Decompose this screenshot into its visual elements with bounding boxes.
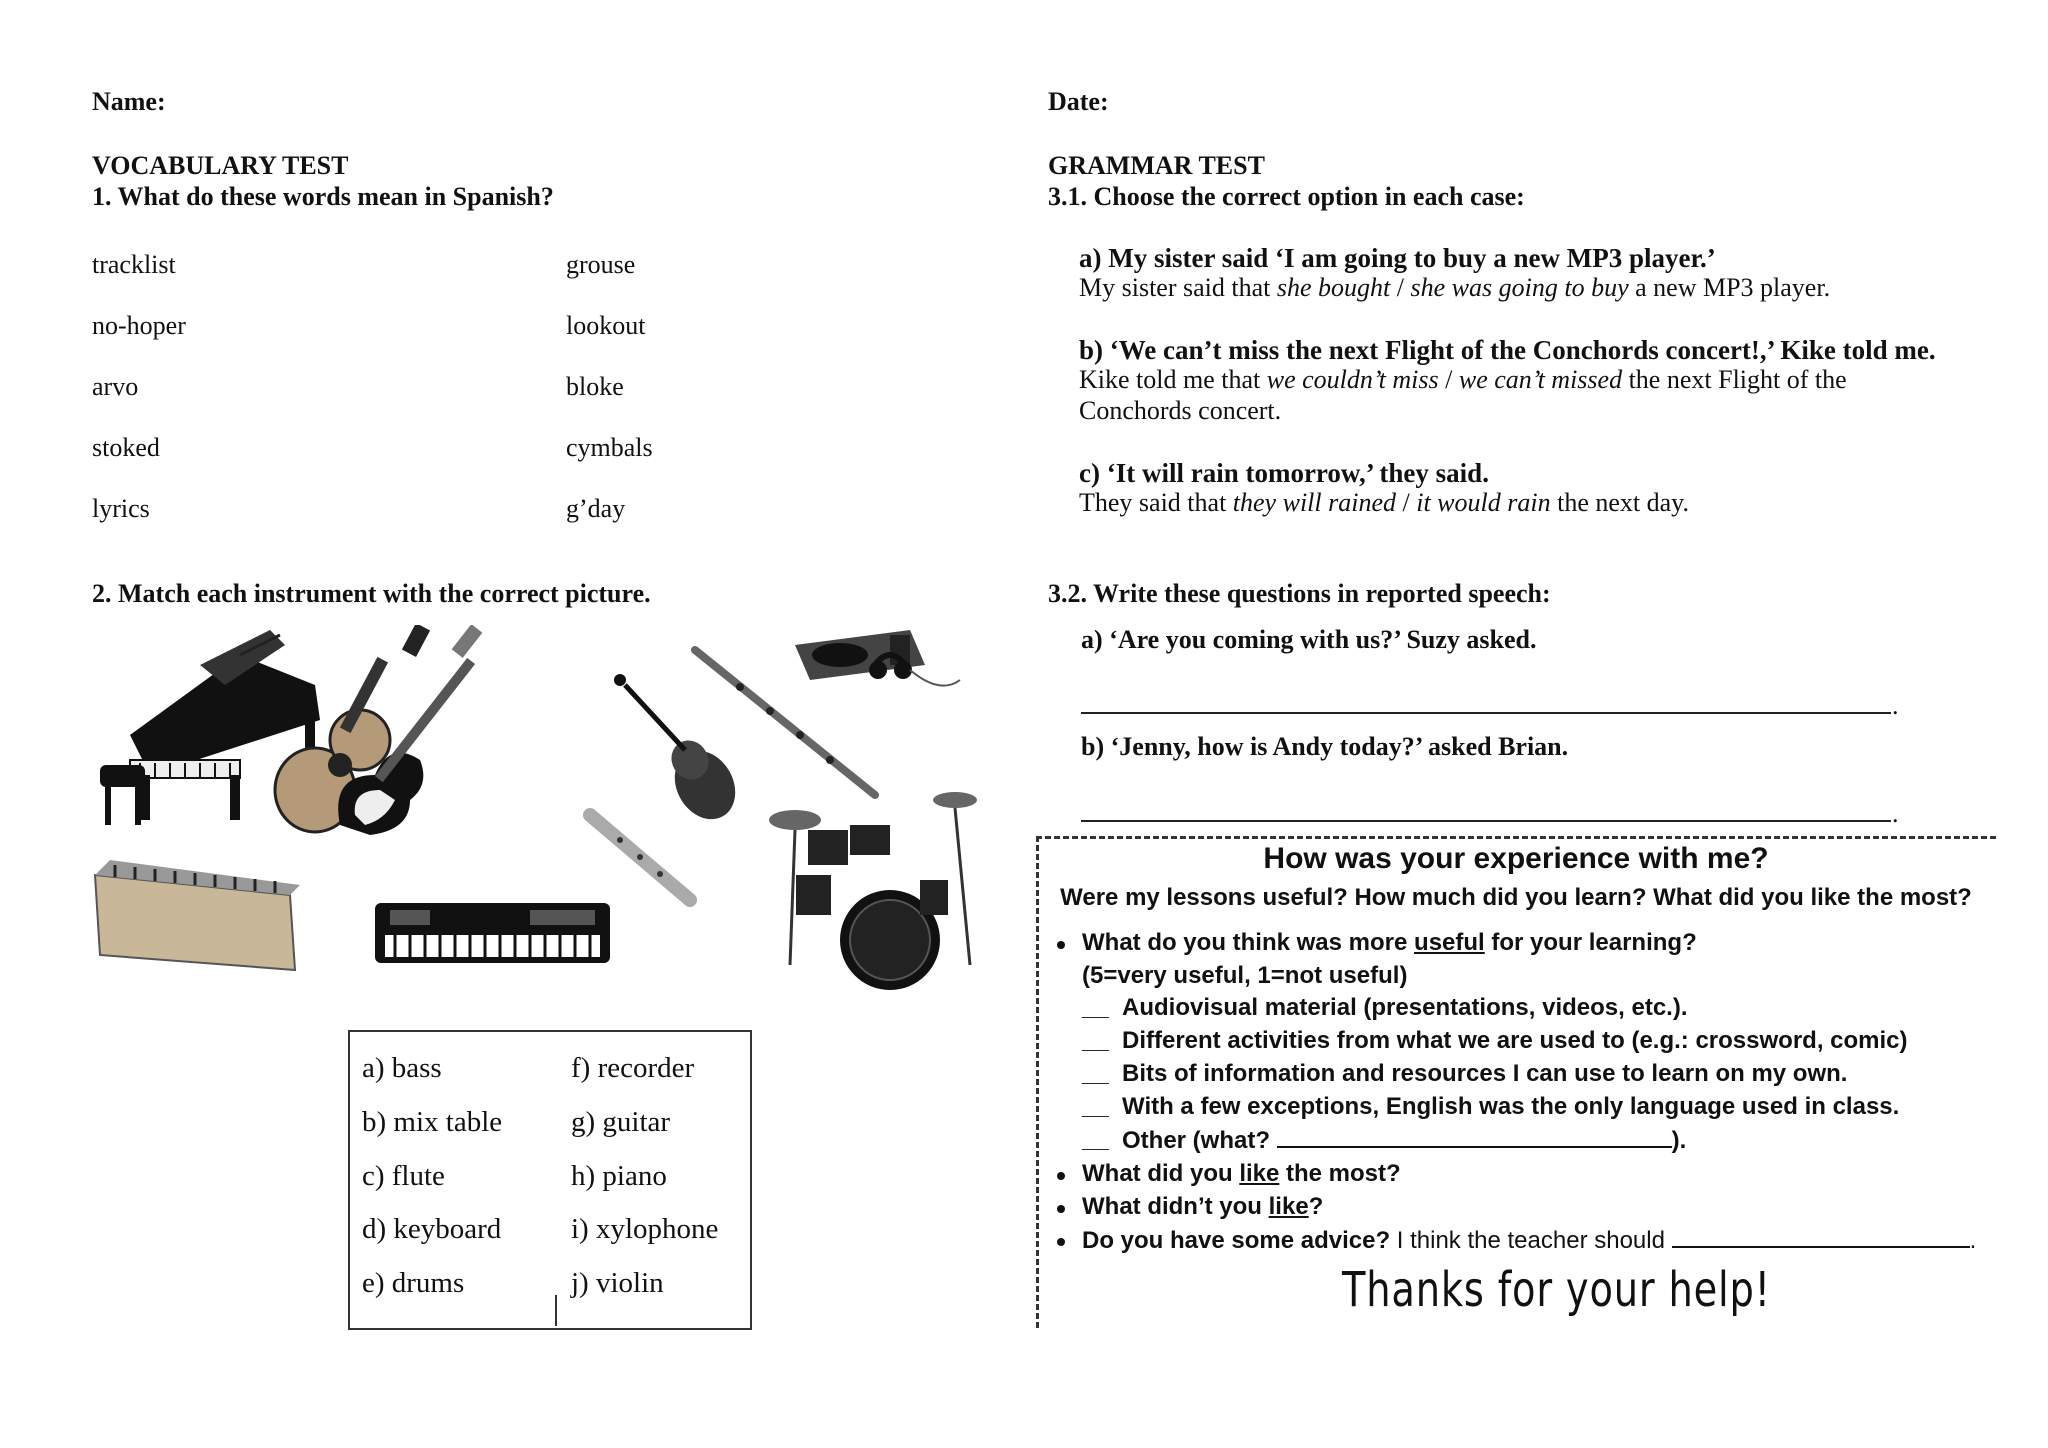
survey-question-2 xyxy=(1082,1160,1401,1188)
option-1[interactable]: she bought xyxy=(1276,273,1391,302)
option-1[interactable]: we couldn’t miss xyxy=(1266,365,1439,394)
grammar-title: GRAMMAR TEST xyxy=(1048,151,1265,180)
vocab-word: bloke xyxy=(566,372,624,401)
date-label: Date: xyxy=(1048,87,1109,116)
rating-item: Audiovisual material (presentations, videos, etc.). xyxy=(1122,994,1688,1021)
survey-text: What did you xyxy=(1082,1160,1240,1187)
survey-question-3 xyxy=(1082,1193,1323,1221)
survey-text: ). xyxy=(1671,1127,1687,1154)
match-option: c) flute xyxy=(362,1160,445,1192)
vocab-word: g’day xyxy=(566,494,626,523)
keyboard-image xyxy=(375,903,610,963)
drums-image xyxy=(769,792,977,990)
vocab-word: cymbals xyxy=(566,433,653,462)
bullet-icon xyxy=(1057,1172,1065,1180)
survey-question-4 xyxy=(1082,1226,1976,1255)
match-option: a) bass xyxy=(362,1052,442,1084)
answer-text: the next Flight of the xyxy=(1622,365,1847,394)
survey-text: . xyxy=(1969,1227,1977,1254)
survey-border-top xyxy=(1036,836,1996,839)
match-option: f) recorder xyxy=(571,1052,695,1084)
vocab-word: lyrics xyxy=(92,494,150,523)
bullet-icon xyxy=(1057,1238,1065,1246)
survey-scale: (5=very useful, 1=not useful) xyxy=(1082,962,1408,989)
survey-title: How was your experience with me? xyxy=(1263,842,1769,875)
rating-item: Different activities from what we are used to (e.g.: crossword, comic) xyxy=(1122,1027,1908,1054)
answer-text: the next day. xyxy=(1550,488,1689,517)
option-2[interactable]: it would rain xyxy=(1416,488,1551,517)
survey-question-1 xyxy=(1082,929,1697,957)
mix-table-image xyxy=(795,630,960,686)
vocab-question-1: 1. What do these words mean in Spanish? xyxy=(92,182,554,211)
answer-text: Kike told me that xyxy=(1079,365,1267,394)
survey-emphasis: like xyxy=(1268,1193,1309,1220)
item-b-prompt: b) ‘We can’t miss the next Flight of the Conchords concert!,’ Kike told me. xyxy=(1079,335,1936,365)
survey-text: Do you have some advice? xyxy=(1082,1227,1391,1254)
vocab-word: lookout xyxy=(566,311,646,340)
answer-text: a new MP3 player. xyxy=(1628,273,1831,302)
rating-blank[interactable]: __ xyxy=(1082,1027,1109,1054)
option-1[interactable]: they will rained xyxy=(1232,488,1396,517)
vocab-word: arvo xyxy=(92,372,139,401)
reported-question-b: b) ‘Jenny, how is Andy today?’ asked Brian. xyxy=(1081,732,1569,761)
match-option: e) drums xyxy=(362,1267,465,1299)
rating-blank[interactable]: __ xyxy=(1082,994,1109,1021)
match-option: h) piano xyxy=(571,1160,667,1192)
rating-item: With a few exceptions, English was the only language used in class. xyxy=(1122,1093,1900,1120)
rating-blank[interactable]: __ xyxy=(1082,1126,1109,1153)
vocab-word: grouse xyxy=(566,250,636,279)
vocab-title: VOCABULARY TEST xyxy=(92,151,349,180)
answer-line-a[interactable] xyxy=(1081,712,1891,714)
survey-text: the most? xyxy=(1279,1160,1401,1187)
answer-line-b[interactable] xyxy=(1081,820,1891,822)
survey-text: for your learning? xyxy=(1484,929,1697,956)
rating-item: Bits of information and resources I can use to learn on my own. xyxy=(1122,1060,1848,1087)
answer-line-period: . xyxy=(1892,691,1899,720)
survey-emphasis: useful xyxy=(1414,929,1485,956)
answer-text: My sister said that xyxy=(1079,273,1277,302)
option-separator: / xyxy=(1396,488,1417,517)
grammar-question-32: 3.2. Write these questions in reported speech: xyxy=(1048,579,1551,608)
vocab-question-2: 2. Match each instrument with the correct picture. xyxy=(92,579,651,608)
instruments-illustration xyxy=(90,625,1020,1020)
match-option: g) guitar xyxy=(571,1106,671,1138)
option-2[interactable]: we can’t missed xyxy=(1458,365,1623,394)
rating-item-other xyxy=(1122,1126,1686,1155)
option-separator: / xyxy=(1438,365,1459,394)
rating-blank[interactable]: __ xyxy=(1082,1093,1109,1120)
item-b-answer xyxy=(1079,364,1847,396)
match-option: j) violin xyxy=(571,1267,664,1299)
recorder-image xyxy=(590,815,690,900)
survey-text: ? xyxy=(1308,1193,1324,1220)
survey-text: What didn’t you xyxy=(1082,1193,1269,1220)
answer-line-period: . xyxy=(1892,799,1899,828)
other-blank[interactable] xyxy=(1277,1126,1672,1148)
item-b-answer-cont: Conchords concert. xyxy=(1079,396,1282,425)
match-option: b) mix table xyxy=(362,1106,503,1138)
match-box-divider xyxy=(555,1295,557,1326)
reported-question-a: a) ‘Are you coming with us?’ Suzy asked. xyxy=(1081,625,1537,654)
option-separator: / xyxy=(1390,273,1411,302)
survey-text: What do you think was more xyxy=(1082,929,1415,956)
advice-blank[interactable] xyxy=(1672,1226,1970,1248)
rating-blank[interactable]: __ xyxy=(1082,1060,1109,1087)
xylophone-image xyxy=(95,860,300,970)
name-label: Name: xyxy=(92,87,166,116)
thanks-note: Thanks for your help! xyxy=(1342,1262,1771,1318)
vocab-word: stoked xyxy=(92,433,160,462)
vocab-word: no-hoper xyxy=(92,311,186,340)
item-c-answer xyxy=(1079,487,1689,519)
bullet-icon xyxy=(1057,941,1065,949)
violin-image xyxy=(614,674,747,830)
item-a-answer xyxy=(1079,272,1830,304)
vocab-word: tracklist xyxy=(92,250,176,279)
option-2[interactable]: she was going to buy xyxy=(1410,273,1629,302)
bullet-icon xyxy=(1057,1205,1065,1213)
survey-emphasis: like xyxy=(1239,1160,1280,1187)
survey-text: Other (what? xyxy=(1122,1127,1277,1154)
match-option: i) xylophone xyxy=(571,1213,719,1245)
survey-text: I think the teacher should xyxy=(1390,1227,1672,1254)
item-a-prompt: a) My sister said ‘I am going to buy a new MP3 player.’ xyxy=(1079,243,1716,273)
grammar-question-31: 3.1. Choose the correct option in each case: xyxy=(1048,182,1525,211)
answer-text: They said that xyxy=(1079,488,1233,517)
match-option: d) keyboard xyxy=(362,1213,502,1245)
survey-subtitle: Were my lessons useful? How much did you learn? What did you like the most? xyxy=(1060,884,1972,911)
item-c-prompt: c) ‘It will rain tomorrow,’ they said. xyxy=(1079,458,1489,488)
